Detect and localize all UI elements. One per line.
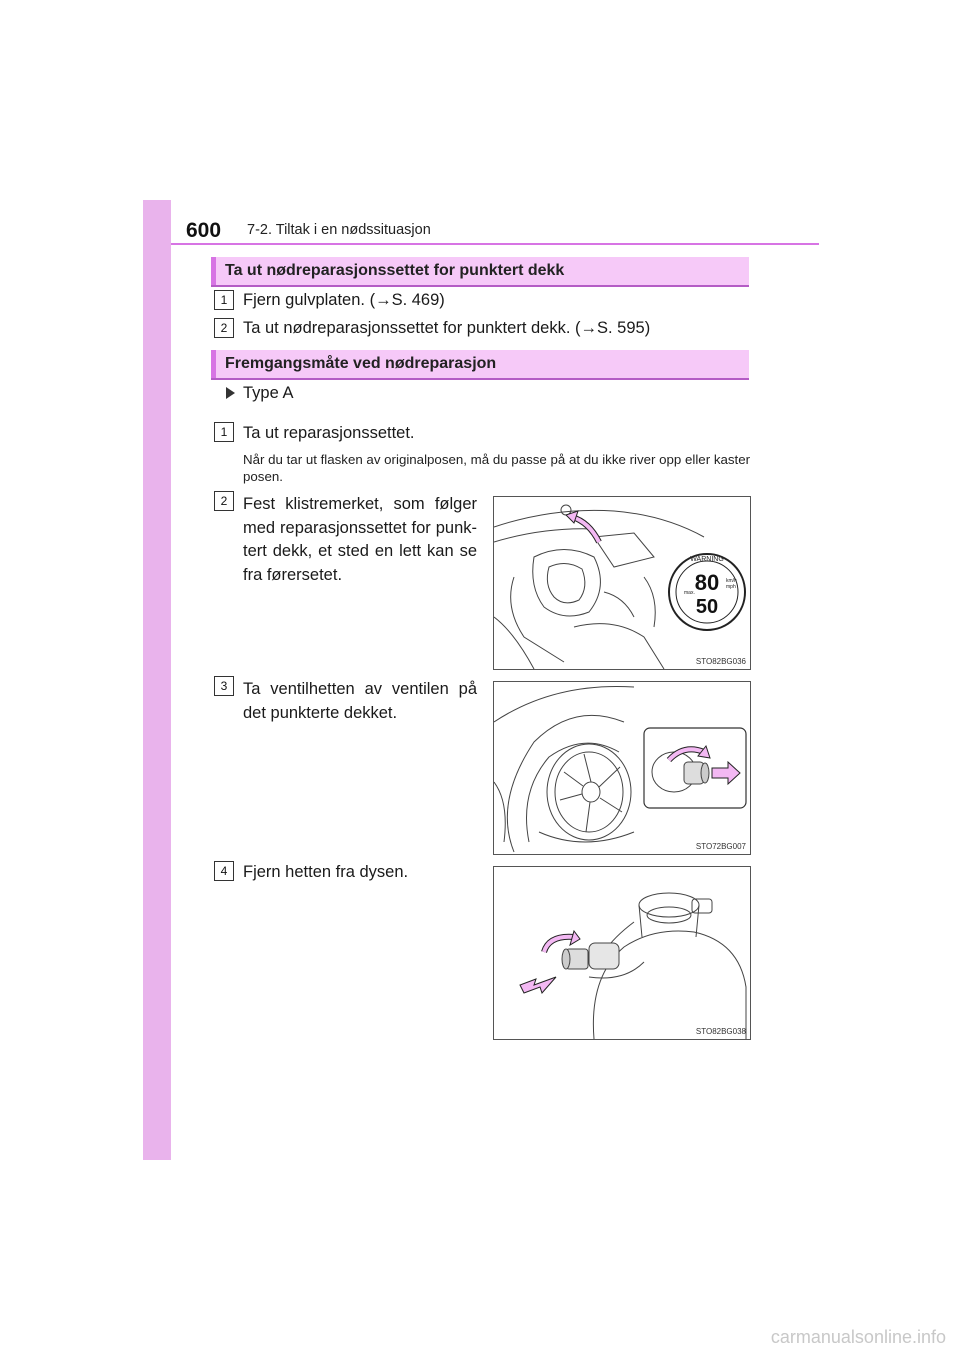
- type-bullet-icon: [226, 387, 235, 399]
- figure-valve-cap: [493, 681, 751, 855]
- dashboard-illustration: [494, 497, 750, 669]
- step-number: 2: [214, 491, 234, 511]
- header-divider: [171, 243, 819, 245]
- step-number: 2: [214, 318, 234, 338]
- step-number: 1: [214, 422, 234, 442]
- step-text: Fjern gulvplaten. (→S. 469): [243, 291, 445, 309]
- watermark: carmanualsonline.info: [770, 1327, 946, 1347]
- step-text: Fest klistremerket, som følger med reparasjonssettet for punk-tert dekk, et sted en lett kan se fra førersetet.: [243, 495, 477, 584]
- sticker-speed-mph: 50: [695, 596, 719, 618]
- step-text: Ta ventilhetten av ventilen på det punkterte dekket.: [243, 680, 477, 722]
- sticker-unit-mph: mph: [726, 584, 736, 590]
- bottle-illustration: [494, 867, 750, 1039]
- type-label: Type A: [243, 384, 294, 402]
- figure-nozzle-cap: [493, 866, 751, 1040]
- step-text: Ta ut nødreparasjonssettet for punktert dekk. (→S. 595): [243, 319, 651, 337]
- page-sidebar: [143, 200, 171, 1160]
- section-heading-repair-procedure: Fremgangsmåte ved nødreparasjon: [211, 350, 749, 380]
- wheel-illustration: [494, 682, 750, 854]
- figure-code: STO82BG036: [695, 657, 746, 666]
- figure-code: STO72BG007: [695, 842, 746, 851]
- sticker-warning-text: WARNING: [690, 556, 724, 563]
- page-number: 600: [186, 219, 222, 242]
- figure-sticker-placement: [493, 496, 751, 670]
- sticker-unit-kmh: km/h: [726, 578, 737, 584]
- step-number: 3: [214, 676, 234, 696]
- section-heading-remove-kit: Ta ut nødreparasjonssettet for punktert dekk: [211, 257, 749, 287]
- figure-code: STO82BG038: [695, 1027, 746, 1036]
- chapter-title: 7-2. Tiltak i en nødssituasjon: [247, 222, 431, 238]
- step-note: Når du tar ut flasken av originalposen, må du passe på at du ikke river opp eller kaster posen.: [243, 452, 751, 484]
- step-text: Fjern hetten fra dysen.: [243, 863, 409, 881]
- sticker-max: max.: [684, 590, 695, 596]
- step-number: 1: [214, 290, 234, 310]
- pull-direction-arrow: [520, 977, 556, 993]
- sticker-speed-kmh: 80: [694, 570, 720, 595]
- step-number: 4: [214, 861, 234, 881]
- step-text: Ta ut reparasjonssettet.: [243, 424, 415, 442]
